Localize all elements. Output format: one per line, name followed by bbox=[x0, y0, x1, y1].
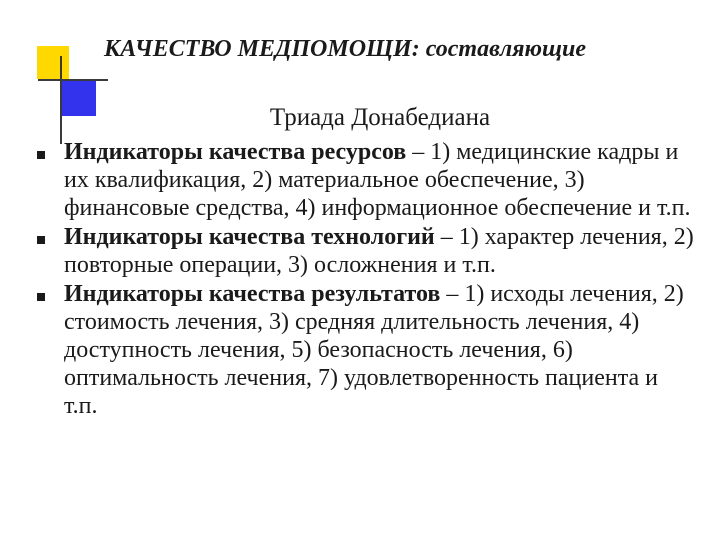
bullet-text: – 1) медицинские кадры и их квалификация, 2) материальное обеспечение, 3) финансовые средства, 4) информационное обеспечение и т.п. bbox=[64, 139, 691, 221]
bullet-item-results bbox=[0, 280, 720, 420]
decor-yellow-square bbox=[37, 46, 69, 79]
bullet-heading: Индикаторы качества ресурсов bbox=[64, 139, 407, 165]
bullet-item-resources bbox=[0, 138, 720, 222]
bullet-text: – 1) исходы лечения, 2) стоимость лечения, 3) средняя длительность лечения, 4) доступность лечения, 5) безопасность лечения, 6) оптимальность лечения, 7) удовлетворенность пациента и т.п. bbox=[64, 281, 684, 419]
bullet-square-icon bbox=[37, 236, 45, 244]
bullet-heading: Индикаторы качества результатов bbox=[64, 281, 441, 307]
slide-title: КАЧЕСТВО МЕДПОМОЩИ: составляющие bbox=[104, 36, 587, 62]
bullet-text: – 1) характер лечения, 2) повторные операции, 3) осложнения и т.п. bbox=[64, 224, 694, 278]
decor-horizontal-line bbox=[38, 79, 108, 81]
bullet-heading: Индикаторы качества технологий bbox=[64, 224, 435, 250]
bullet-list bbox=[0, 138, 720, 421]
slide-subtitle: Триада Донабедиана bbox=[269, 104, 491, 131]
bullet-square-icon bbox=[37, 151, 45, 159]
bullet-item-technologies bbox=[0, 223, 720, 279]
bullet-square-icon bbox=[37, 293, 45, 301]
